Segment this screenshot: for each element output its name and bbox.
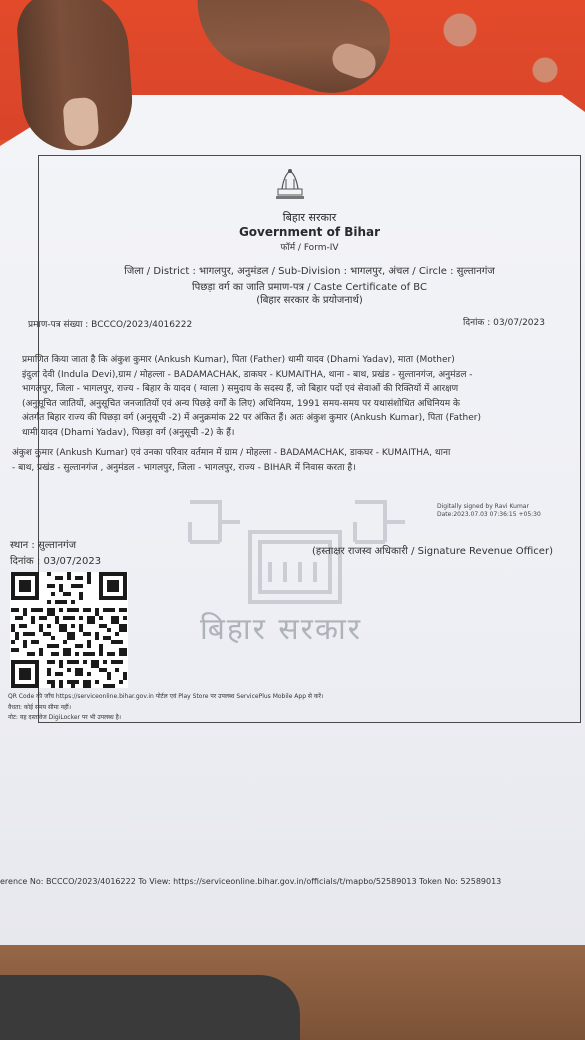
qr-code-icon (10, 572, 128, 688)
certificate-purpose: (बिहार सरकार के प्रयोजनार्थ) (256, 295, 363, 306)
certificate-title: पिछड़ा वर्ग का जाति प्रमाण-पत्र / Caste Certificate of BC (192, 282, 427, 293)
certificate-body-paragraph-1 (22, 353, 562, 440)
digilocker-note: नोट: यह दस्तावेज DigiLocker पर भी उपलब्ध है। (8, 714, 122, 721)
national-emblem-icon (270, 165, 310, 201)
fingernail-left (62, 97, 99, 147)
place-label: स्थान : सुल्तानगंज (10, 540, 77, 551)
body-line: - बाथ, प्रखंड - सुल्तानगंज , अनुमंडल - भागलपुर, जिला - भागलपुर, राज्य - BIHAR में निवास करता है। (12, 462, 356, 473)
header-form: फॉर्म / Form-IV (280, 243, 339, 253)
background-shadow (0, 975, 300, 1040)
body-line: (अनुसूचित जातियों, अनुसूचित जनजातियों एवं अन्य पिछड़े वर्गों के लिए) अधिनियम, 1991 समय-समय पर यथासंशोधित अधिनियम के (22, 398, 460, 409)
qr-verification-note: QR Code की जाँच https://serviceonline.bihar.gov.in पोर्टल एवं Play Store पर उपलब्ध ServicePlus Mobile App से करें। (8, 693, 324, 700)
watermark-text: बिहार सरकार (200, 612, 363, 647)
certificate-number: प्रमाण-पत्र संख्या : BCCCO/2023/4016222 (28, 320, 193, 330)
header-state-hindi: बिहार सरकार (282, 211, 337, 224)
certificate-date: दिनांक : 03/07/2023 (463, 318, 545, 328)
signature-officer-label: (हस्ताक्षर राजस्व अधिकारी / Signature Revenue Officer) (312, 546, 553, 557)
body-line: अंकुश कुमार (Ankush Kumar) एवं उनका परिवार वर्तमान में ग्राम / मोहल्ला - BADAMACHAK, डाकघर - KUMAITHA, थाना (12, 448, 451, 458)
body-line: अंतर्गत बिहार राज्य की पिछड़ा वर्ग (अनुसूची -2) में अनुक्रमांक 22 पर अंकित हैं। अतः अंकुश कुमार (Ankush Kumar), पिता (Father) (22, 413, 481, 423)
digital-signature-line-2: Date:2023.07.03 07:36:15 +05:30 (437, 511, 541, 518)
reference-line: erence No: BCCCO/2023/4016222 To View: https://serviceonline.bihar.gov.in/officials/t/mapbo/52589013 Token No: 52589013 (0, 877, 502, 886)
header-state-english: Government of Bihar (238, 225, 381, 239)
certificate-body-paragraph-2 (12, 446, 572, 475)
issue-date-label: दिनांक : 03/07/2023 (10, 556, 102, 567)
body-line: भागलपुर, जिला - भागलपुर, राज्य - बिहार के यादव ( ग्वाला ) समुदाय के सदस्य हैं, जो बिहार पदों एवं सेवाओं की रिक्तियों में आरक्षण (22, 384, 459, 394)
body-line: धामी यादव (Dhami Yadav), पिछड़ा वर्ग (अनुसूची -2) के हैं। (22, 427, 235, 438)
digital-signature-line-1: Digitally signed by Ravi Kumar (437, 503, 529, 510)
header-district-line: जिला / District : भागलपुर, अनुमंडल / Sub-Division : भागलपुर, अंचल / Circle : सुल्तानगंज (124, 266, 495, 277)
validity-note: वैधता: कोई समय सीमा नहीं। (8, 704, 71, 711)
body-line: इंदुला देवी (Indula Devi),ग्राम / मोहल्ला - BADAMACHAK, डाकघर - KUMAITHA, थाना - बाथ, प्रखंड - सुल्तानगंज, अनुमंडल - (22, 369, 473, 380)
body-line: प्रमाणित किया जाता है कि अंकुश कुमार (Ankush Kumar), पिता (Father) धामी यादव (Dhami Yadav), माता (Mother) (22, 355, 455, 365)
